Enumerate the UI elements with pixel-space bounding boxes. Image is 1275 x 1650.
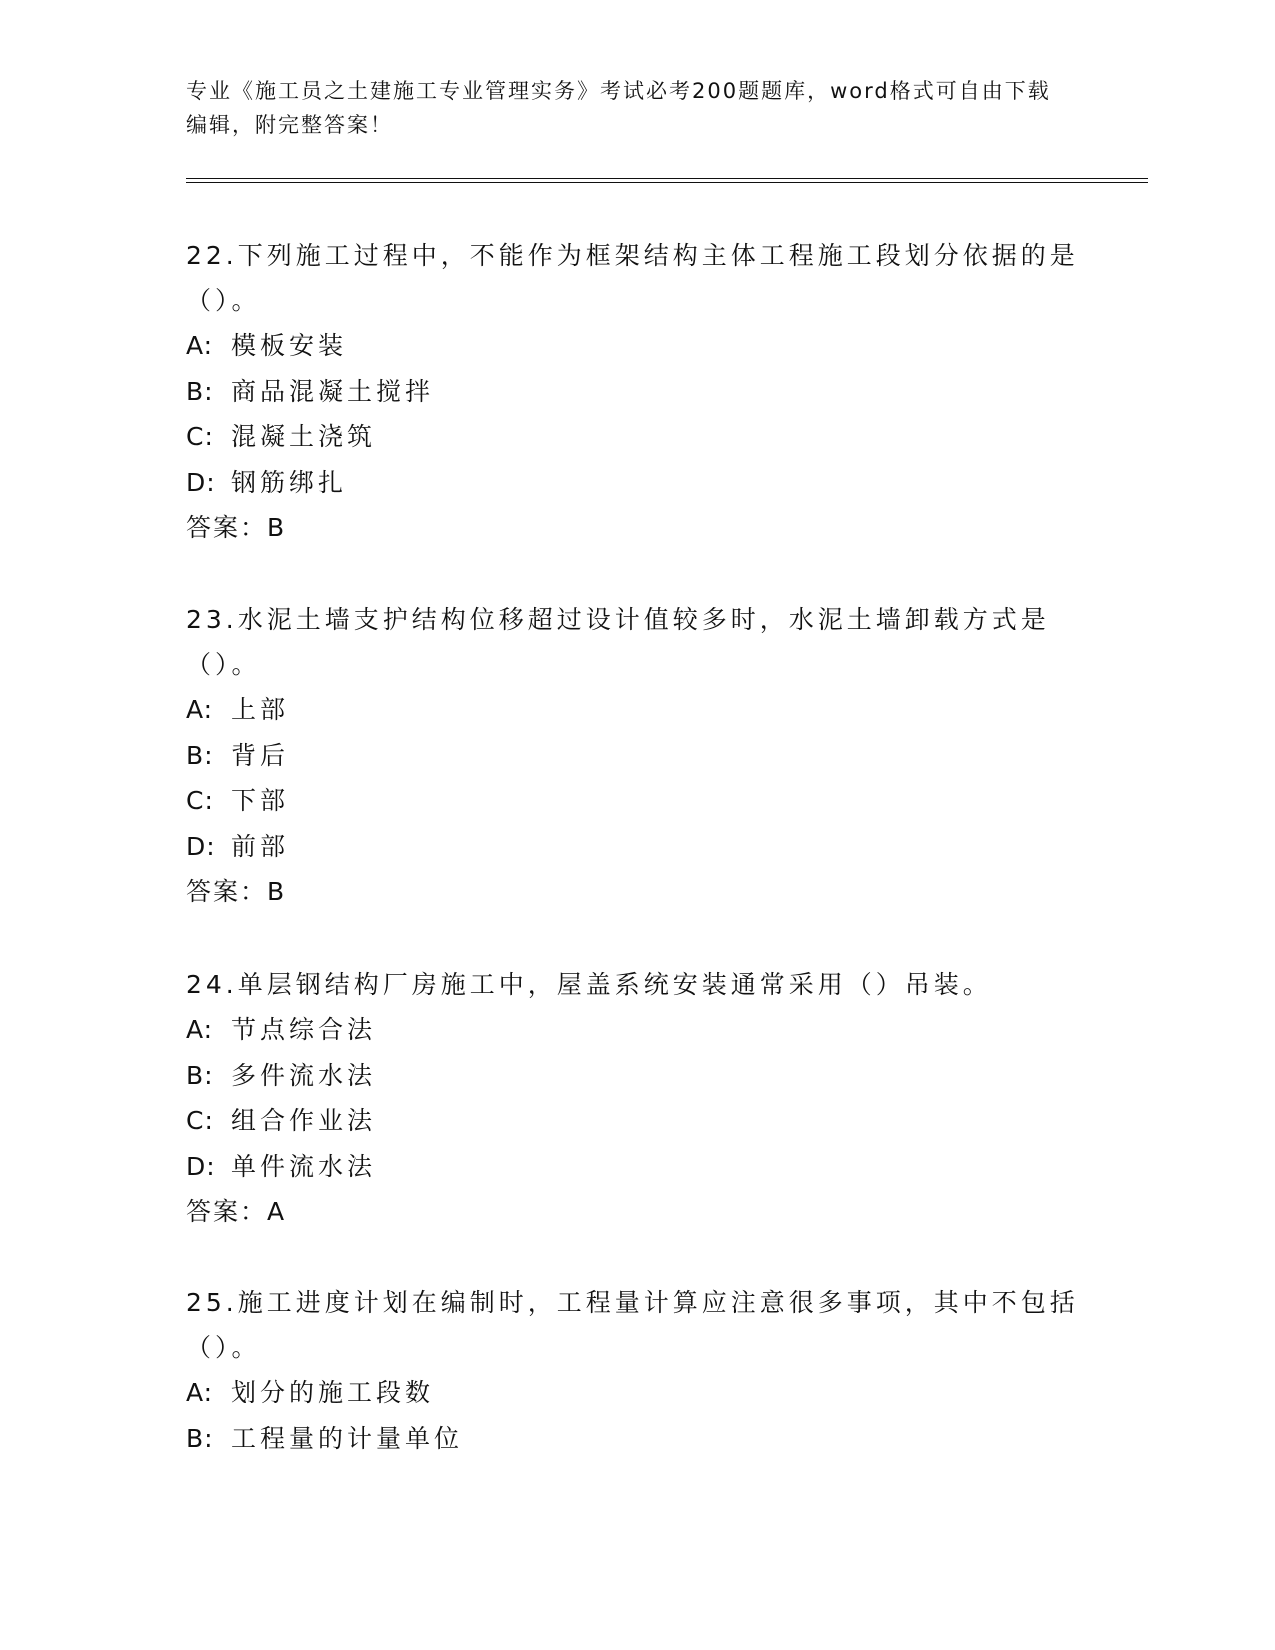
option-b bbox=[186, 733, 1086, 779]
option-letter: A: bbox=[186, 1378, 214, 1407]
option-text: 多件流水法 bbox=[231, 1060, 377, 1090]
answer-line: 答案：B bbox=[186, 877, 287, 906]
question-22 bbox=[186, 233, 1086, 551]
option-d bbox=[186, 824, 1086, 870]
option-b bbox=[186, 1416, 1086, 1462]
option-b bbox=[186, 1053, 1086, 1099]
option-text: 商品混凝土搅拌 bbox=[231, 376, 435, 406]
option-letter: A: bbox=[186, 1015, 214, 1044]
option-letter: B: bbox=[186, 740, 214, 770]
option-d bbox=[186, 460, 1086, 506]
option-text: 下部 bbox=[231, 786, 290, 815]
option-a bbox=[186, 1007, 1086, 1053]
question-stem: 22.下列施工过程中，不能作为框架结构主体工程施工段划分依据的是（）。 bbox=[186, 241, 1079, 315]
option-letter: B: bbox=[186, 1060, 214, 1090]
option-letter: B: bbox=[186, 376, 214, 406]
option-text: 组合作业法 bbox=[231, 1106, 377, 1135]
option-letter: D: bbox=[186, 831, 216, 861]
option-text: 钢筋绑扎 bbox=[231, 467, 348, 497]
option-c bbox=[186, 778, 1086, 824]
option-letter: A: bbox=[186, 695, 214, 724]
option-a bbox=[186, 687, 1086, 733]
option-a bbox=[186, 323, 1086, 369]
document-header: 专业《施工员之土建施工专业管理实务》考试必考200题题库，word格式可自由下载编辑，附完整答案！ bbox=[186, 79, 1051, 137]
option-c bbox=[186, 1098, 1086, 1144]
option-letter: A: bbox=[186, 331, 214, 360]
question-stem: 23.水泥土墙支护结构位移超过设计值较多时，水泥土墙卸载方式是（）。 bbox=[186, 605, 1050, 679]
option-text: 前部 bbox=[231, 831, 290, 861]
option-letter: D: bbox=[186, 1151, 216, 1181]
header-double-rule bbox=[186, 178, 1148, 183]
option-text: 划分的施工段数 bbox=[231, 1378, 435, 1407]
option-letter: C: bbox=[186, 786, 214, 815]
option-text: 工程量的计量单位 bbox=[231, 1423, 464, 1453]
option-text: 节点综合法 bbox=[231, 1015, 377, 1044]
option-letter: C: bbox=[186, 1106, 214, 1135]
option-text: 单件流水法 bbox=[231, 1151, 377, 1181]
answer-line: 答案：B bbox=[186, 513, 287, 542]
option-b bbox=[186, 369, 1086, 415]
question-stem: 24.单层钢结构厂房施工中，屋盖系统安装通常采用（）吊装。 bbox=[186, 970, 992, 999]
question-24 bbox=[186, 962, 1086, 1235]
option-text: 模板安装 bbox=[231, 331, 348, 360]
option-a bbox=[186, 1370, 1086, 1416]
option-c bbox=[186, 414, 1086, 460]
option-d bbox=[186, 1144, 1086, 1190]
option-letter: D: bbox=[186, 467, 216, 497]
question-stem: 25.施工进度计划在编制时，工程量计算应注意很多事项，其中不包括（）。 bbox=[186, 1288, 1079, 1362]
option-letter: B: bbox=[186, 1423, 214, 1453]
answer-line: 答案：A bbox=[186, 1197, 287, 1226]
question-23 bbox=[186, 597, 1086, 915]
question-25 bbox=[186, 1280, 1086, 1461]
option-text: 混凝土浇筑 bbox=[231, 422, 377, 451]
option-text: 背后 bbox=[231, 740, 290, 770]
option-text: 上部 bbox=[231, 695, 290, 724]
option-letter: C: bbox=[186, 422, 214, 451]
